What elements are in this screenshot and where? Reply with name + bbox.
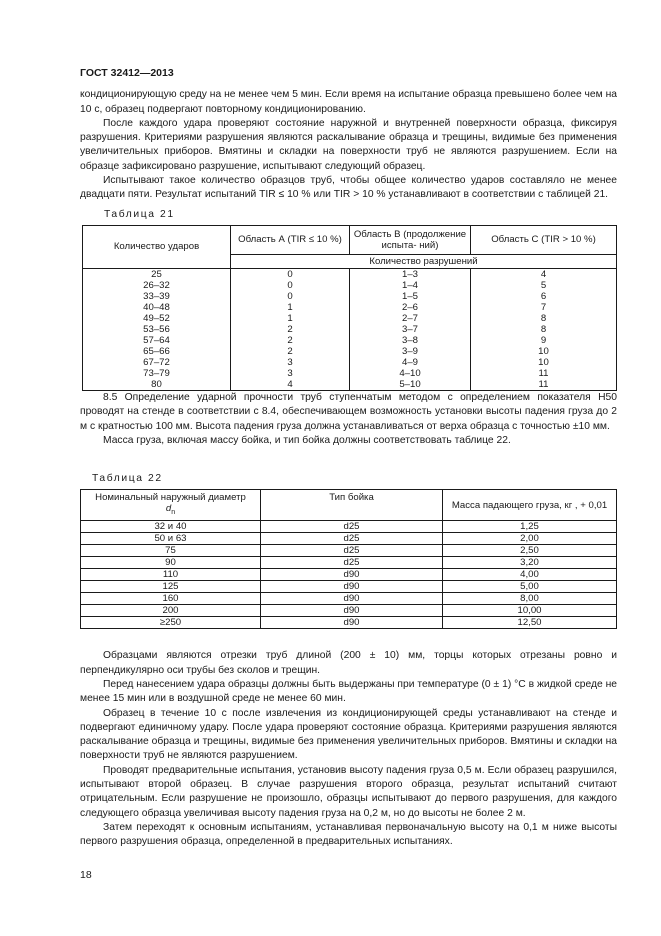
table-cell: 3	[231, 357, 350, 368]
paragraph: 8.5 Определение ударной прочности труб ступенчатым методом с определением показателя H50 проводят на стенде в соответствии с 8.4, обеспечивающем возможность установки высоты падения груза до 2 м с кратностью 100 мм. Высота падения груза должна устанавливаться от верха образца с точностью ±10 мм.	[80, 391, 617, 432]
table-21-subheader: Количество разрушений	[231, 254, 617, 268]
paragraph: Испытывают такое количество образцов труб, чтобы общее количество ударов составляло не менее двадцати пяти. Результат испытаний TIR ≤ 10 % или TIR > 10 % устанавливают в соответствии с таблицей 21.	[80, 175, 617, 201]
page-number: 18	[80, 869, 92, 881]
paragraph: Масса груза, включая массу бойка, и тип бойка должны соответствовать таблице 22.	[103, 434, 511, 446]
table-cell: 4	[231, 379, 350, 391]
table-22-header-type: Тип бойка	[261, 490, 443, 521]
table-22-header-mass: Масса падающего груза, кг , + 0,01	[443, 490, 617, 521]
table-21-header-b: Область В (продолжение испыта- ний)	[350, 225, 471, 254]
table-cell: 9	[471, 335, 617, 346]
table-cell: d25	[261, 545, 443, 557]
table-cell: 4,00	[443, 569, 617, 581]
table-cell: 12,50	[443, 617, 617, 629]
table-cell: 0	[231, 291, 350, 302]
table-cell: d90	[261, 593, 443, 605]
table-row	[83, 324, 617, 335]
table-row	[81, 617, 617, 629]
paragraph: Затем переходят к основным испытаниям, устанавливая первоначальную высоту на 0,1 м ниже высоты первого разрушения образца, определенной в предварительных испытаниях.	[80, 821, 617, 848]
document-header: ГОСТ 32412—2013	[80, 67, 174, 79]
table-cell: d25	[261, 557, 443, 569]
table-cell: 11	[471, 379, 617, 391]
table-cell: 2	[231, 346, 350, 357]
document-page	[80, 66, 617, 850]
table-cell: 160	[81, 593, 261, 605]
table-cell: 57–64	[83, 335, 231, 346]
table-cell: 8	[471, 313, 617, 324]
table-cell: 80	[83, 379, 231, 391]
table-row	[81, 605, 617, 617]
paragraph: Образцами являются отрезки труб длиной (200 ± 10) мм, торцы которых отрезаны ровно и перпендикулярно оси трубы без сколов и трещин.	[80, 650, 617, 676]
table-cell: 5–10	[350, 379, 471, 391]
table-cell: 200	[81, 605, 261, 617]
table-row	[81, 557, 617, 569]
table-cell: 90	[81, 557, 261, 569]
table-cell: 50 и 63	[81, 533, 261, 545]
table-row	[83, 357, 617, 368]
table-cell: 4	[471, 268, 617, 280]
table-cell: 3–9	[350, 346, 471, 357]
table-cell: 1–3	[350, 268, 471, 280]
paragraph: кондиционирующую среду на не менее чем 5 мин. Если время на испытание образца превышено более чем на 10 с, образец подвергают повторному кондиционированию.	[80, 89, 617, 115]
table-cell: 25	[83, 268, 231, 280]
table-cell: 1	[231, 313, 350, 324]
table-row	[83, 302, 617, 313]
table-cell: 7	[471, 302, 617, 313]
table-cell: 3,20	[443, 557, 617, 569]
table-row	[81, 521, 617, 533]
table-cell: 26–32	[83, 280, 231, 291]
table-cell: 1	[231, 302, 350, 313]
table-row	[83, 268, 617, 280]
table-21-body	[83, 268, 617, 390]
table-row	[83, 379, 617, 391]
table-cell: 5	[471, 280, 617, 291]
table-cell: 10	[471, 357, 617, 368]
table-cell: 40–48	[83, 302, 231, 313]
table-cell: 3–7	[350, 324, 471, 335]
table-cell: 2,50	[443, 545, 617, 557]
table-cell: 4–10	[350, 368, 471, 379]
table-row	[81, 533, 617, 545]
table-cell: d90	[261, 617, 443, 629]
table-cell: 67–72	[83, 357, 231, 368]
table-cell: 75	[81, 545, 261, 557]
table-cell: 3–8	[350, 335, 471, 346]
table-row	[83, 335, 617, 346]
table-21-header-c: Область С (TIR > 10 %)	[471, 225, 617, 254]
table-row	[83, 368, 617, 379]
table-cell: ≥250	[81, 617, 261, 629]
table-21-header-impacts: Количество ударов	[83, 225, 231, 268]
paragraph: Образец в течение 10 с после извлечения из кондиционирующей среды устанавливают на стенде и подвергают единичному удару. После удара проверяют состояние образца. Критериями разрушения являются раскалывание образца и трещины, видимые без применения увеличительных приборов. Вмятины и складки на поверхности труб не являются разрушением.	[80, 707, 617, 762]
table-cell: 53–56	[83, 324, 231, 335]
table-cell: 8,00	[443, 593, 617, 605]
table-cell: d90	[261, 569, 443, 581]
table-row	[83, 291, 617, 302]
table-cell: 32 и 40	[81, 521, 261, 533]
table-row	[83, 280, 617, 291]
table-cell: 3	[231, 368, 350, 379]
paragraph: После каждого удара проверяют состояние наружной и внутренней поверхности образца, фиксируя разрушения. Критериями разрушения являются раскалывание образца и трещины, видимые без применения увеличительных приборов. Вмятины и складки на поверхности труб не являются разрушением. Если на образце зафиксировано разрушение, испытывают следующий образец.	[80, 117, 617, 172]
table-22-caption: Таблица 22	[92, 473, 163, 485]
table-cell: 65–66	[83, 346, 231, 357]
table-21-caption: Таблица 21	[104, 208, 175, 220]
table-22-body	[81, 521, 617, 629]
table-cell: 1,25	[443, 521, 617, 533]
table-cell: 110	[81, 569, 261, 581]
table-cell: 10	[471, 346, 617, 357]
table-cell: 49–52	[83, 313, 231, 324]
table-cell: d90	[261, 581, 443, 593]
table-cell: 6	[471, 291, 617, 302]
paragraph: Перед нанесением удара образцы должны быть выдержаны при температуре (0 ± 1) °С в жидкой среде не менее 15 мин или в воздушной среде не менее 60 мин.	[80, 678, 617, 705]
table-cell: d25	[261, 533, 443, 545]
table-row	[81, 593, 617, 605]
table-row	[81, 581, 617, 593]
table-cell: 2,00	[443, 533, 617, 545]
paragraph: Проводят предварительные испытания, установив высоту падения груза 0,5 м. Если образец разрушился, испытывают второй образец. В случае разрушения второго образца, результат испытаний считают отрицательным. Если разрушение не произошло, образцы испытывают до первого разрушения, для каждого следующего образца увеличивая высоту падения груза на 0,2 м, но до высоты не более 2 м.	[80, 764, 617, 819]
table-row	[83, 313, 617, 324]
table-21	[82, 225, 617, 391]
table-cell: 2	[231, 324, 350, 335]
table-cell: d90	[261, 605, 443, 617]
table-cell: 11	[471, 368, 617, 379]
table-cell: 125	[81, 581, 261, 593]
table-cell: 8	[471, 324, 617, 335]
table-cell: 4–9	[350, 357, 471, 368]
table-cell: 0	[231, 280, 350, 291]
table-row	[81, 545, 617, 557]
table-cell: d25	[261, 521, 443, 533]
table-cell: 0	[231, 268, 350, 280]
table-cell: 10,00	[443, 605, 617, 617]
table-cell: 2	[231, 335, 350, 346]
table-cell: 33–39	[83, 291, 231, 302]
table-cell: 2–7	[350, 313, 471, 324]
table-row	[83, 346, 617, 357]
table-cell: 73–79	[83, 368, 231, 379]
table-22-header-diameter: Номинальный наружный диаметр $d_n$	[81, 490, 261, 521]
table-cell: 1–4	[350, 280, 471, 291]
table-21-header-a: Область А (TIR ≤ 10 %)	[231, 225, 350, 254]
table-cell: 2–6	[350, 302, 471, 313]
table-22	[80, 489, 617, 629]
table-row	[81, 569, 617, 581]
table-cell: 5,00	[443, 581, 617, 593]
table-cell: 1–5	[350, 291, 471, 302]
